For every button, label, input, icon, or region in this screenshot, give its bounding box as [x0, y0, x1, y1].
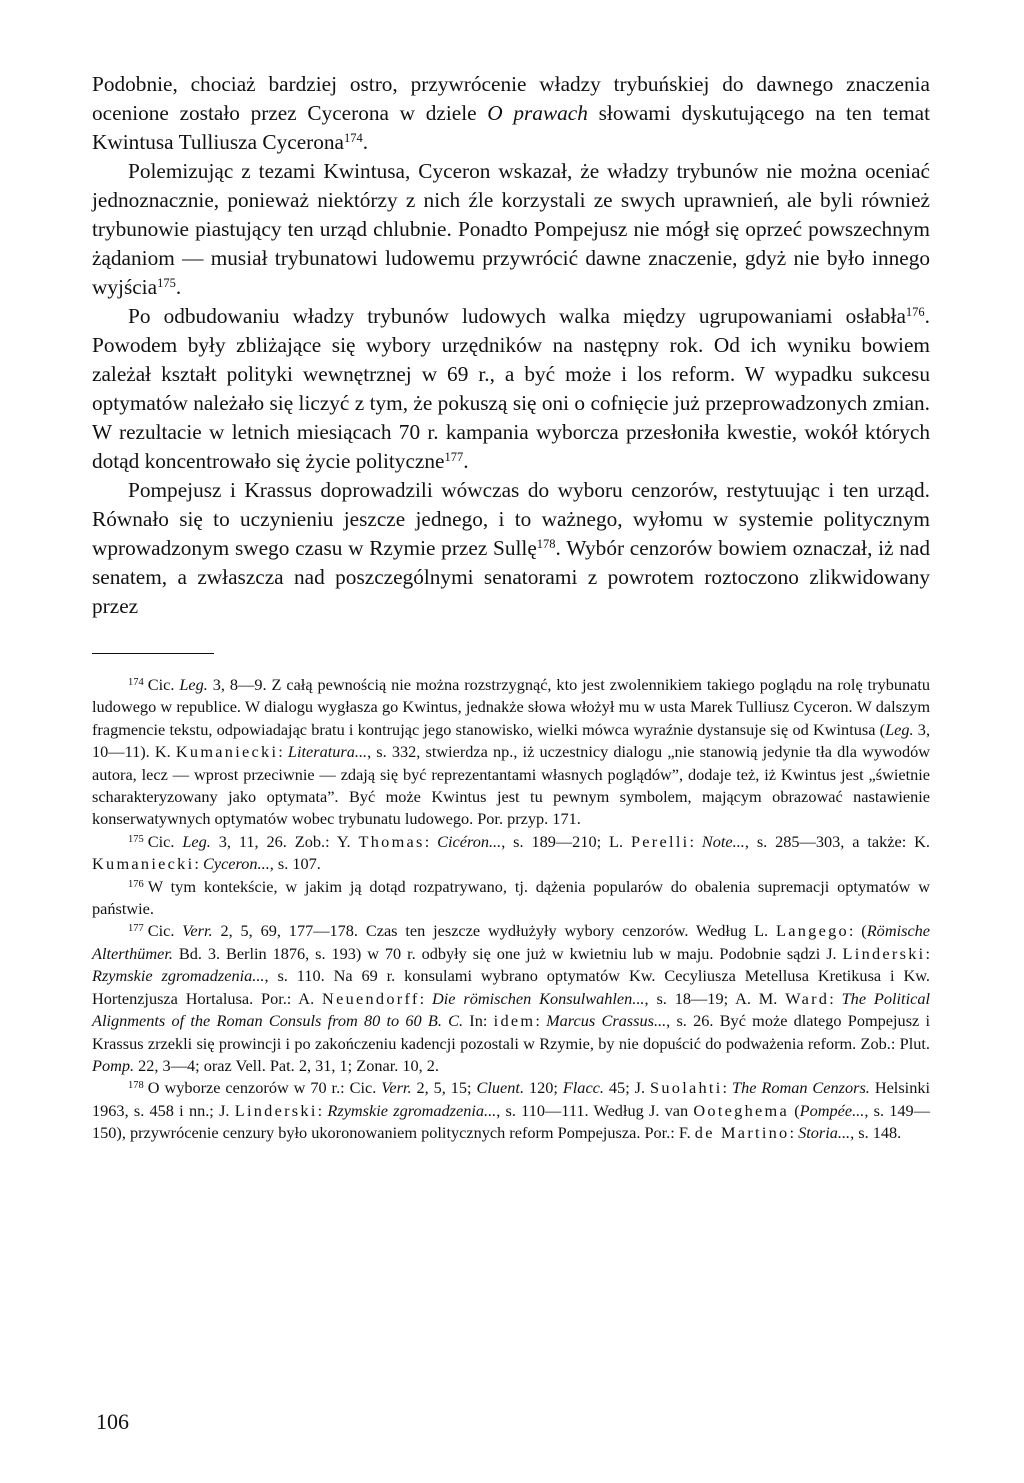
- text-run: . Powodem były zbliżające się wybory urzędników na następny rok. Od ich wyniku bowiem zależał kształt polityki wewnętrznej w 69 r., a być może i los reform. W wypadku sukcesu optymatów należało się liczyć z tym, że pokuszą się oni o cofnięcie już przeprowadzonych zmian. W rezultacie w letnich miesiącach 70 r. kampania wyborcza przesłoniła kwestie, wokół których dotąd koncentrowało się życie polityczne: [92, 304, 930, 473]
- text-run: :: [829, 988, 842, 1008]
- text-run: Cic.: [147, 921, 183, 941]
- text-run: W tym kontekście, w jakim ją dotąd rozpatrywano, tj. dążenia popularów do obalenia supremacji optymatów w państwie.: [92, 876, 930, 919]
- footnote-text: [92, 921, 930, 1074]
- text-run: 2, 5, 69, 177—178. Czas ten jeszcze wydłużyły wybory cenzorów. Według L.: [212, 921, 776, 941]
- text-run: 120;: [524, 1078, 563, 1098]
- paragraph: [92, 476, 930, 621]
- author-name: Kumaniecki: [92, 854, 195, 874]
- footnote-text: [92, 1078, 930, 1142]
- italic-text: Leg.: [885, 719, 914, 739]
- italic-text: Note...: [701, 831, 745, 851]
- text-run: Polemizując z tezami Kwintusa, Cyceron wskazał, że władzy trybunów nie można oceniać jednoznacznie, ponieważ niektórzy z nich źle korzystali ze swych uprawnień, ale byli również trybunowie piastujący ten urząd chlubnie. Ponadto Pompejusz nie mógł się oprzeć powszechnym żądaniom — musiał trybunatowi ludowemu przywrócić dawne znaczenie, gdyż nie było innego wyjścia: [92, 159, 930, 299]
- text-run: 45; J.: [603, 1078, 651, 1098]
- italic-text: Cyceron...: [203, 854, 270, 874]
- paragraph: [92, 157, 930, 302]
- footnote: [92, 831, 930, 876]
- italic-text: Leg.: [179, 675, 208, 694]
- italic-text: Pomp.: [92, 1055, 135, 1075]
- author-name: Langego: [775, 921, 849, 941]
- italic-text: Cicéron...: [437, 831, 502, 851]
- text-run: Po odbudowaniu władzy trybunów ludowych walka między ugrupowaniami osłabła: [128, 304, 906, 328]
- italic-text: Römische Alterthümer.: [92, 921, 931, 963]
- footnote: [92, 674, 930, 831]
- footnote-number: 176: [128, 878, 144, 890]
- page-number: 106: [96, 1409, 129, 1434]
- text-run: , s. 332, stwierdza np., iż uczestnicy dialogu „nie stanowią jedynie tła dla wywodów autora, lecz — wprost przeciwnie — zdają się być reprezentantami własnych poglądów”, dodaje też, iż Kwintus jest „świetnie scharakteryzowany jako optymata”. Być może Kwintus jest tu pewnym symbolem, mającym obrazować nastawienie konserwatywnych optymatów wobec trybunatu ludowego. Por. przyp. 171.: [92, 742, 930, 829]
- italic-text: Rzymskie zgromadzenia...: [92, 966, 265, 986]
- footnote-ref: 176: [905, 305, 925, 319]
- text-run: , s. 26. Być może dlatego Pompejusz i Krassus zrzekli się prowincji i po zakończeniu kadencji pozostali w Rzymie, by nie dopuścić do podważenia reform. Zob.: Plut.: [92, 1011, 931, 1053]
- text-run: :: [419, 988, 433, 1008]
- text-run: , s. 107.: [269, 854, 321, 874]
- author-name: de Martino: [694, 1123, 790, 1143]
- text-run: 3, 11, 26. Zob.: Y.: [210, 831, 359, 851]
- text-run: .: [362, 130, 369, 154]
- author-name: Ward: [785, 988, 830, 1008]
- text-run: 3, 10—11). K.: [92, 719, 931, 762]
- footnote-text: [92, 675, 930, 828]
- text-run: Helsinki 1963, s. 458 i nn.; J.: [92, 1078, 930, 1120]
- italic-text: The Roman Cenzors.: [732, 1078, 870, 1098]
- text-run: , s. 148.: [850, 1123, 902, 1143]
- italic-text: Marcus Crassus...: [546, 1011, 667, 1031]
- text-run: 22, 3—4; oraz Vell. Pat. 2, 31, 1; Zonar. 10, 2.: [134, 1055, 440, 1075]
- footnote-number: 178: [128, 1080, 144, 1092]
- text-run: :: [278, 742, 288, 762]
- text-run: , s. 18—19; A. M.: [644, 988, 786, 1008]
- italic-text: Cluent.: [476, 1078, 525, 1098]
- text-run: :: [424, 831, 438, 851]
- footnote-ref: 177: [444, 450, 464, 464]
- footnote: [92, 1077, 930, 1144]
- text-run: Pompejusz i Krassus doprowadzili wówczas do wyboru cenzorów, restytuując i ten urząd. Równało się to uczynieniu jeszcze jednego, i to ważnego, wyłomu w systemie politycznym wprowadzonym swego czasu w Rzymie przez Sullę: [92, 478, 930, 560]
- text-run: .: [175, 275, 182, 299]
- footnote-number: 174: [128, 677, 144, 688]
- footnote-separator: [92, 653, 214, 654]
- text-run: :: [317, 1100, 328, 1120]
- text-run: Bd. 3. Berlin 1876, s. 193) w 70 r. odbyły się one już w kwietniu lub w maju. Podobnie sądzi J.: [172, 943, 843, 963]
- italic-text: Pompée...: [799, 1100, 865, 1120]
- text-run: słowami dyskutującego na ten temat Kwintusa Tulliusza Cycerona: [92, 101, 931, 154]
- italic-text: Die römischen Konsulwahlen...: [432, 988, 645, 1008]
- italic-text: Flacc.: [562, 1078, 604, 1098]
- paragraph: [92, 70, 930, 157]
- text-run: .: [463, 449, 469, 473]
- text-run: , s. 149—150), przywrócenie cenzury było ukoronowaniem politycznych reform Pompejusza. Por.: F.: [92, 1100, 930, 1143]
- text-run: Podobnie, chociaż bardziej ostro, przywrócenie władzy trybuńskiej do dawnego znaczenia ocenione zostało przez Cycerona w dziele: [92, 72, 930, 125]
- italic-text: Verr.: [182, 921, 213, 941]
- text-run: 3, 8—9. Z całą pewnością nie można rozstrzygnąć, kto jest zwolennikiem takiego poglądu na rolę trybunatu ludowego w republice. W dialogu wygłasza go Kwintus, jednakże słowa włożył mu w usta Marek Tulliusz Cyceron. W dalszym fragmencie tekstu, odpowiadając bratu i kontrując jego stanowisko, wielki mówca wyraźnie dystansuje się od Kwintusa (: [92, 675, 931, 739]
- text-run: , s. 189—210; L.: [501, 831, 631, 851]
- author-name: idem: [493, 1011, 536, 1031]
- text-run: , s. 110—111. Według J. van: [496, 1100, 694, 1120]
- text-run: : (: [848, 921, 867, 941]
- text-run: :: [925, 943, 930, 963]
- text-run: :: [689, 831, 702, 851]
- footnote-text: [92, 832, 930, 873]
- footnote-number: 177: [128, 923, 144, 935]
- text-run: , s. 110. Na 69 r. konsulami wybrano optymatów Kw. Cecyliusza Metellusa Kretikusa i Kw. Hortenzjusza Hortalusa. Por.: A.: [92, 966, 931, 1008]
- text-run: , s. 285—303, a także: K.: [744, 831, 930, 851]
- text-run: O wyborze cenzorów w 70 r.: Cic.: [147, 1078, 382, 1098]
- italic-text: Storia...: [798, 1123, 851, 1143]
- footnote-ref: 174: [344, 131, 363, 145]
- italic-text: O prawach: [487, 101, 588, 125]
- text-run: :: [789, 1123, 799, 1143]
- author-name: Thomas: [358, 831, 425, 851]
- author-name: Linderski: [842, 943, 926, 963]
- footnote-number: 175: [128, 833, 144, 845]
- footnote-ref: 178: [536, 537, 556, 551]
- text-run: Cic.: [147, 675, 180, 694]
- author-name: Neuendorff: [322, 988, 420, 1008]
- italic-text: The Political Alignments of the Roman Consuls from 80 to 60 B. C.: [92, 988, 930, 1031]
- text-run: Cic.: [147, 831, 183, 851]
- text-run: (: [788, 1100, 800, 1120]
- footnote-ref: 175: [157, 276, 176, 290]
- italic-text: Literatura...: [287, 742, 368, 762]
- author-name: Ooteghema: [693, 1100, 789, 1120]
- footnote: [92, 920, 930, 1077]
- footnotes: [92, 674, 930, 1145]
- author-name: Perelli: [630, 831, 690, 851]
- text-run: In:: [463, 1011, 494, 1031]
- author-name: Suolahti: [650, 1078, 723, 1098]
- text-run: . Wybór cenzorów bowiem oznaczał, iż nad senatem, a zwłaszcza nad poszczególnymi senatorami z powrotem roztoczono zlikwidowany przez: [92, 536, 930, 618]
- italic-text: Leg.: [182, 831, 211, 851]
- italic-text: Rzymskie zgromadzenia...: [327, 1100, 497, 1120]
- italic-text: Verr.: [381, 1078, 412, 1098]
- paragraph: [92, 302, 930, 476]
- main-text: [92, 70, 930, 621]
- page-content: [92, 70, 930, 1145]
- author-name: Kumaniecki: [175, 742, 279, 762]
- text-run: :: [535, 1011, 547, 1031]
- footnote: [92, 876, 930, 921]
- text-run: :: [194, 854, 203, 874]
- footnote-text: [92, 877, 930, 918]
- author-name: Linderski: [234, 1100, 318, 1120]
- text-run: 2, 5, 15;: [411, 1078, 477, 1098]
- text-run: :: [722, 1078, 733, 1098]
